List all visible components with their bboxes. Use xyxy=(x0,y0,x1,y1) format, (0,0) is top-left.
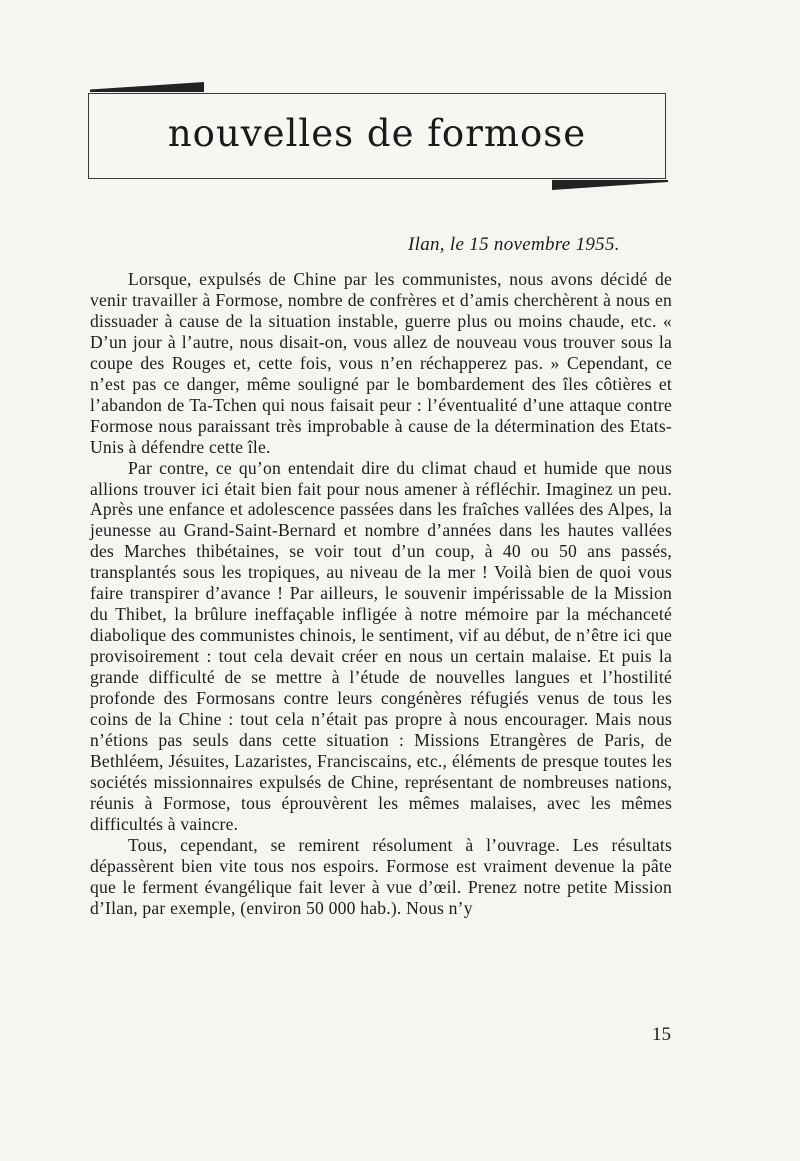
paragraph: Tous, cependant, se remirent résolument à l’ouvrage. Les résultats dépassèrent bien vite tous nos espoirs. Formose est vraiment devenue la pâte que le ferment évangélique fait lever à vue d’œil. Prenez notre petite Mission d’Ilan, par exemple, (environ 50 000 hab.). Nous n’y xyxy=(90,834,672,918)
letter-dateline: Ilan, le 15 novembre 1955. xyxy=(408,234,620,255)
page-title: nouvelles de formose xyxy=(167,112,587,155)
title-box xyxy=(88,93,666,179)
title-decorative-bar-bottom xyxy=(552,180,668,190)
page-number: 15 xyxy=(652,1024,671,1045)
title-decorative-bar-top xyxy=(90,82,204,92)
paragraph: Lorsque, expulsés de Chine par les communistes, nous avons décidé de venir travailler à Formose, nombre de confrères et d’amis cherchèrent à nous en dissuader à cause de la situation instable, guerre plus ou moins chaude, etc. « D’un jour à l’autre, nous disait-on, vous allez de nouveau vous trouver sous la coupe des Rouges et, cette fois, vous n’en réchapperez pas. » Cependant, ce n’est pas ce danger, même souligné par le bombardement des îles côtières et l’abandon de Ta-Tchen qui nous faisait peur : l’éventualité d’une attaque contre Formose nous paraissant très improbable à cause de la détermination des Etats-Unis à défendre cette île. xyxy=(90,269,672,457)
letter-body xyxy=(90,269,672,919)
paragraph: Par contre, ce qu’on entendait dire du climat chaud et humide que nous allions trouver ici était bien fait pour nous amener à réfléchir. Imaginez un peu. Après une enfance et adolescence passées dans les fraîches vallées des Alpes, la jeunesse au Grand-Saint-Bernard et nombre d’années dans les hautes vallées des Marches thibétaines, se voir tout d’un coup, à 40 ou 50 ans passés, transplantés sous les tropiques, au niveau de la mer ! Voilà bien de quoi vous faire transpirer d’avance ! Par ailleurs, le souvenir impérissable de la Mission du Thibet, la brûlure ineffaçable infligée à notre mémoire par la méchanceté diabolique des communistes chinois, le sentiment, vif au début, de n’être ici que provisoirement : tout cela devait créer en nous un certain malaise. Et puis la grande difficulté de se mettre à l’étude de nouvelles langues et l’hostilité profonde des Formosans contre leurs congénères réfugiés venus de tous les coins de la Chine : tout cela n’était pas propre à nous encourager. Mais nous n’étions pas seuls dans cette situation : Missions Etrangères de Paris, de Bethléem, Jésuites, Lazaristes, Franciscains, etc., éléments de presque toutes les sociétés missionnaires expulsés de Chine, représentant de nombreuses nations, réunis à Formose, tous éprouvèrent les mêmes malaises, avec les mêmes difficultés à vaincre. xyxy=(90,457,672,834)
